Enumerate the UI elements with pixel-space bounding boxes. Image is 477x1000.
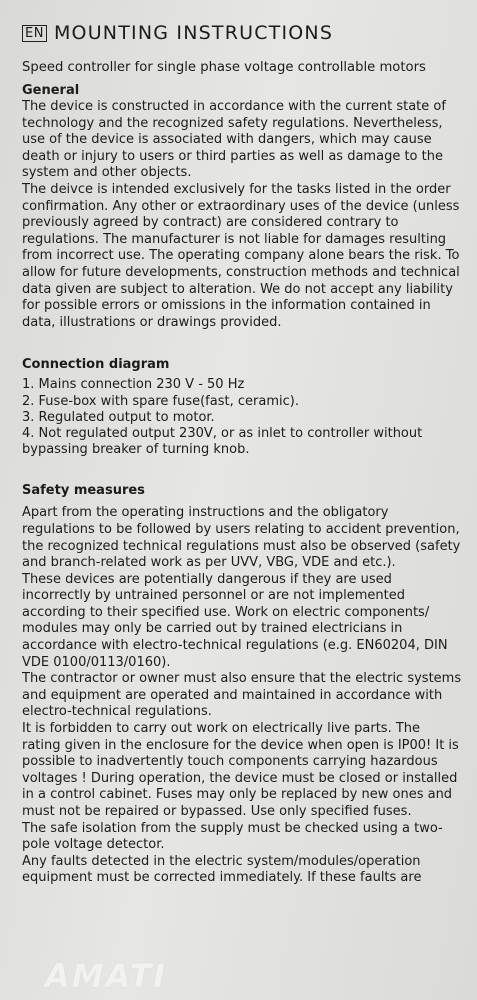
general-heading: General xyxy=(22,83,80,98)
general-paragraph: The deivce is intended exclusively for the tasks listed in the order confirmation. Any other or extraordinary uses of the device (unless previously agreed by contract) are considered contrary to regulations. The manufacturer is not liable for damages resulting from incorrect use. The operating company alone bears the risk. To allow for future developments, construction methods and technical data given are subject to alteration. We do not accept any liability for possible errors or omissions in the information contained in data, illustrations or drawings provided. xyxy=(22,181,460,330)
safety-paragraph: These devices are potentially dangerous if they are used incorrectly by untrained personnel or are not implemented according to their specified use. Work on electric components/ modules may only be carried out by trained electricians in accordance with electro-technical regulations (e.g. EN60204, DIN VDE 0100/0113/0160). xyxy=(22,571,448,670)
instruction-page xyxy=(22,18,462,887)
connection-heading: Connection diagram xyxy=(22,357,170,373)
safety-heading: Safety measures xyxy=(22,483,145,499)
list-item: 4. Not regulated output 230V, or as inlet to controller without bypassing breaker of turning knob. xyxy=(22,425,423,458)
list-item: 2. Fuse-box with spare fuse(fast, ceramic). xyxy=(22,393,299,409)
safety-section xyxy=(22,482,462,887)
brand-logo: AMATI xyxy=(45,957,168,995)
safety-paragraph: Apart from the operating instructions and the obligatory regulations to be followed by users relating to accident prevention, the recognized technical regulations must also be observed (safety and branch-related work as per UVV, VBG, VDE and etc.). xyxy=(22,505,461,571)
connection-list xyxy=(22,377,462,458)
title-row xyxy=(22,18,462,48)
page-title: MOUNTING INSTRUCTIONS xyxy=(53,22,334,44)
safety-paragraph: The safe isolation from the supply must be checked using a two-pole voltage detector. xyxy=(22,820,443,853)
language-badge: EN xyxy=(22,25,47,42)
safety-paragraph: It is forbidden to carry out work on electrically live parts. The rating given in the enclosure for the device when open is IP00! It is possible to inadvertently touch components carrying hazardous voltages ! During operation, the device must be closed or installed in a control cabinet. Fuses may only be replaced by new ones and must not be repaired or bypassed. Use only specified fuses. xyxy=(22,721,459,820)
general-paragraph: The device is constructed in accordance with the current state of technology and the recognized safety regulations. Nevertheless, use of the device is associated with dangers, which may cause death or injury to users or third parties as well as damage to the system and other objects. xyxy=(22,99,446,181)
safety-paragraph: Any faults detected in the electric system/modules/operation equipment must be corrected immediately. If these faults are xyxy=(22,853,422,886)
list-item: 3. Regulated output to motor. xyxy=(22,409,215,425)
list-item: 1. Mains connection 230 V - 50 Hz xyxy=(22,377,245,393)
safety-paragraph: The contractor or owner must also ensure that the electric systems and equipment are operated and maintained in accordance with electro-technical regulations. xyxy=(22,671,462,720)
page-subtitle: Speed controller for single phase voltage controllable motors xyxy=(22,60,426,75)
connection-section xyxy=(22,356,462,458)
